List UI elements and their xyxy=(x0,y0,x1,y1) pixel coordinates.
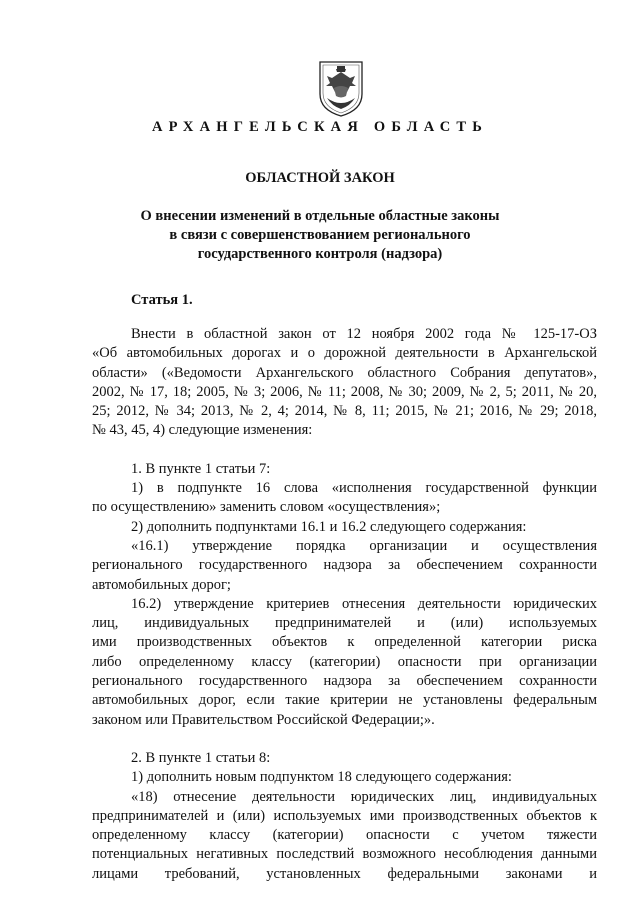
document-body xyxy=(92,325,597,884)
paragraph-18 xyxy=(92,788,597,884)
text-line: 16.2) утверждение критериев отнесения деятельности юридических xyxy=(131,595,597,612)
text-line: либо определенному классу (категории) опасности при организации xyxy=(92,653,597,670)
paragraph-point-1: 1. В пункте 1 статьи 7: xyxy=(131,460,271,477)
law-type: ОБЛАСТНОЙ ЗАКОН xyxy=(245,170,395,186)
law-title-line: государственного контроля (надзора) xyxy=(197,246,443,262)
paragraph-subpoint-2-1: 1) дополнить новым подпунктом 18 следующего содержания: xyxy=(131,769,512,786)
law-title-line: в связи с совершенствованием регионального xyxy=(169,227,471,243)
article-heading: Статья 1. xyxy=(131,292,193,308)
paragraph-16-2 xyxy=(92,595,597,730)
text-line: «Об автомобильных дорогах и о дорожной деятельности в Архангельской xyxy=(92,345,597,362)
text-line: автомобильных дорог, если такие критерии не установлены федеральным xyxy=(92,692,597,709)
text-line: регионального государственного надзора за обеспечением сохранности xyxy=(92,673,597,690)
text-line: 1) в подпункте 16 слова «исполнения государственной функции xyxy=(131,480,597,497)
text-line: по осуществлению» заменить словом «осуществления»; xyxy=(92,499,441,516)
text-line: Внести в областной закон от 12 ноября 2002 года № 125-17-ОЗ xyxy=(131,326,597,342)
text-line: предпринимателей и (или) используемых ими производственных объектов к xyxy=(92,807,597,824)
text-line: ими производственных объектов к определенной категории риска xyxy=(92,634,597,651)
paragraph-point-2: 2. В пункте 1 статьи 8: xyxy=(131,749,271,766)
text-line: лиц, индивидуальных предпринимателей и (или) используемых xyxy=(92,615,597,632)
law-title-line: О внесении изменений в отдельные областные законы xyxy=(140,208,500,224)
text-line: определенному классу (категории) опасности с учетом тяжести xyxy=(92,827,597,844)
paragraph-16-1 xyxy=(92,537,597,595)
text-line: «16.1) утверждение порядка организации и осуществления xyxy=(131,537,597,554)
text-line: автомобильных дорог; xyxy=(92,576,231,593)
text-line: области» («Ведомости Архангельского областного Собрания депутатов», xyxy=(92,364,597,381)
paragraph-subpoint-1-2: 2) дополнить подпунктами 16.1 и 16.2 следующего содержания: xyxy=(131,518,527,535)
law-title xyxy=(0,207,640,264)
text-line: лицами требований, установленных федеральными законами и xyxy=(92,865,597,882)
text-line: № 43, 45, 4) следующие изменения: xyxy=(92,422,313,439)
text-line: 25; 2012, № 34; 2013, № 2, 4; 2014, № 8, 11; 2015, № 21; 2016, № 29; 2018, xyxy=(92,403,597,420)
text-line: законом или Правительством Российской Федерации;». xyxy=(92,711,435,728)
paragraph-subpoint-1-1 xyxy=(92,479,597,518)
paragraph-intro xyxy=(92,325,597,441)
text-line: 2002, № 17, 18; 2005, № 3; 2006, № 11; 2008, № 30; 2009, № 2, 5; 2011, № 20, xyxy=(92,383,597,400)
text-line: «18) отнесение деятельности юридических лиц, индивидуальных xyxy=(131,788,597,805)
region-name: АРХАНГЕЛЬСКАЯ ОБЛАСТЬ xyxy=(151,119,489,135)
text-line: потенциальных негативных последствий возможного несоблюдения данными xyxy=(92,846,597,863)
text-line: регионального государственного надзора за обеспечением сохранности xyxy=(92,557,597,574)
coat-of-arms-icon xyxy=(317,58,365,118)
